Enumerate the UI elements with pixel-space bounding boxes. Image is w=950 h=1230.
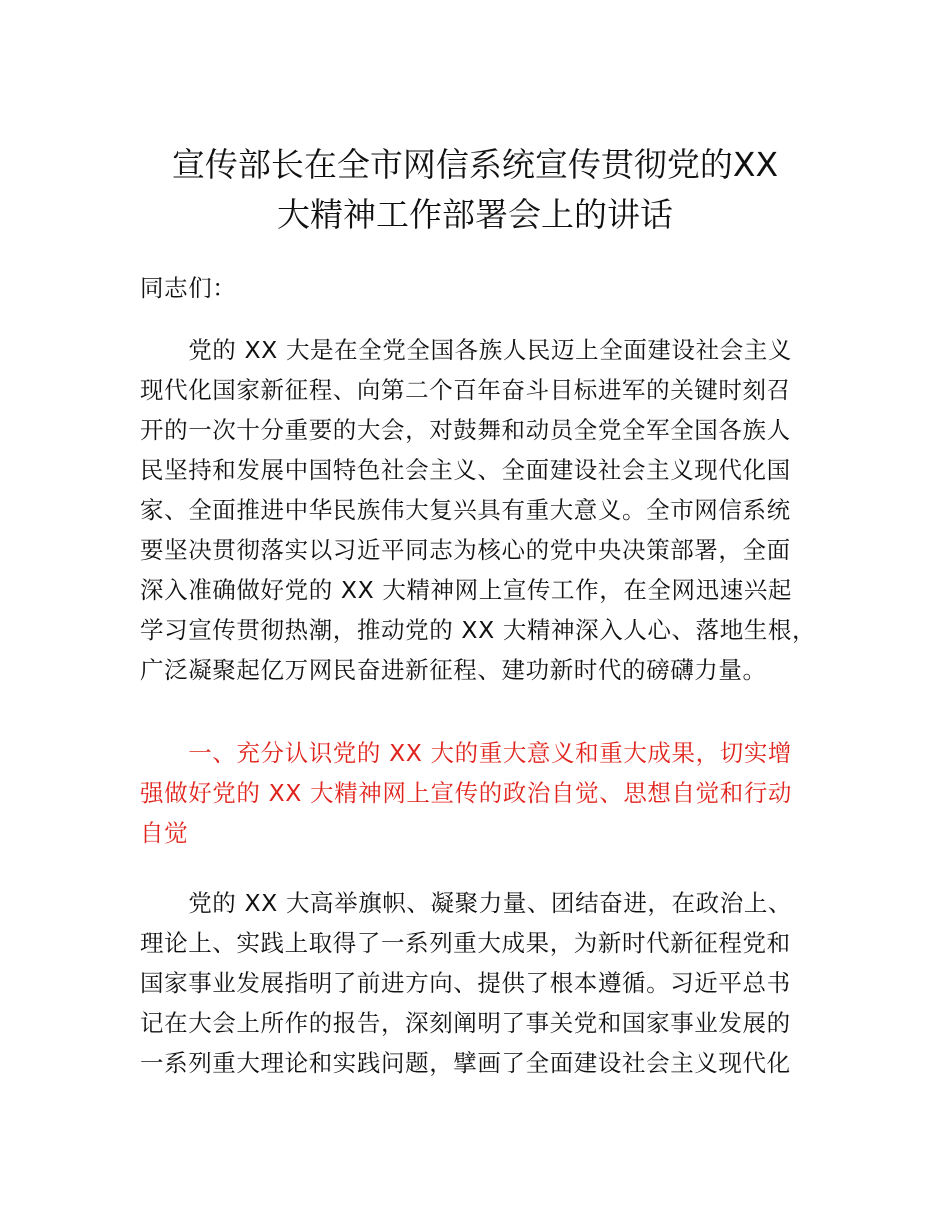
title-line: 宣传部长在全市网信系统宣传贯彻党的XX (171, 145, 779, 184)
salutation (140, 268, 820, 308)
salutation-text: 同志们： (140, 274, 237, 302)
text-line: 一系列重大理论和实践问题，擘画了全面建设社会主义现代化 (140, 1049, 791, 1077)
document-title (120, 140, 830, 240)
paragraph-2 (140, 883, 820, 1083)
text-line: 党的 XX 大高举旗帜、凝聚力量、团结奋进，在政治上、 (140, 889, 793, 917)
section-heading-1 (140, 733, 820, 853)
text-line: 党的 XX 大是在全党全国各族人民迈上全面建设社会主义 (140, 336, 793, 364)
text-line: 深入准确做好党的 XX 大精神网上宣传工作，在全网迅速兴起 (140, 576, 793, 604)
heading-line: 一、充分认识党的 XX 大的重大意义和重大成果，切实增 (140, 739, 793, 767)
text-line: 家、全面推进中华民族伟大复兴具有重大意义。全市网信系统 (140, 496, 791, 524)
text-line: 记在大会上所作的报告，深刻阐明了事关党和国家事业发展的 (140, 1009, 791, 1037)
text-line: 理论上、实践上取得了一系列重大成果，为新时代新征程党和 (140, 929, 791, 957)
text-line: 开的一次十分重要的大会，对鼓舞和动员全党全军全国各族人 (140, 416, 791, 444)
title-line: 大精神工作部署会上的讲话 (277, 195, 673, 234)
text-line: 民坚持和发展中国特色社会主义、全面建设社会主义现代化国 (140, 456, 791, 484)
heading-line: 自觉 (140, 819, 189, 847)
text-line: 广泛凝聚起亿万网民奋进新征程、建功新时代的磅礴力量。 (140, 656, 767, 684)
text-line: 现代化国家新征程、向第二个百年奋斗目标进军的关键时刻召 (140, 376, 791, 404)
paragraph-1 (140, 330, 820, 690)
text-line: 国家事业发展指明了前进方向、提供了根本遵循。习近平总书 (140, 969, 791, 997)
text-line: 学习宣传贯彻热潮，推动党的 XX 大精神深入人心、落地生根， (140, 616, 817, 644)
heading-line: 强做好党的 XX 大精神网上宣传的政治自觉、思想自觉和行动 (140, 779, 793, 807)
text-line: 要坚决贯彻落实以习近平同志为核心的党中央决策部署，全面 (140, 536, 791, 564)
